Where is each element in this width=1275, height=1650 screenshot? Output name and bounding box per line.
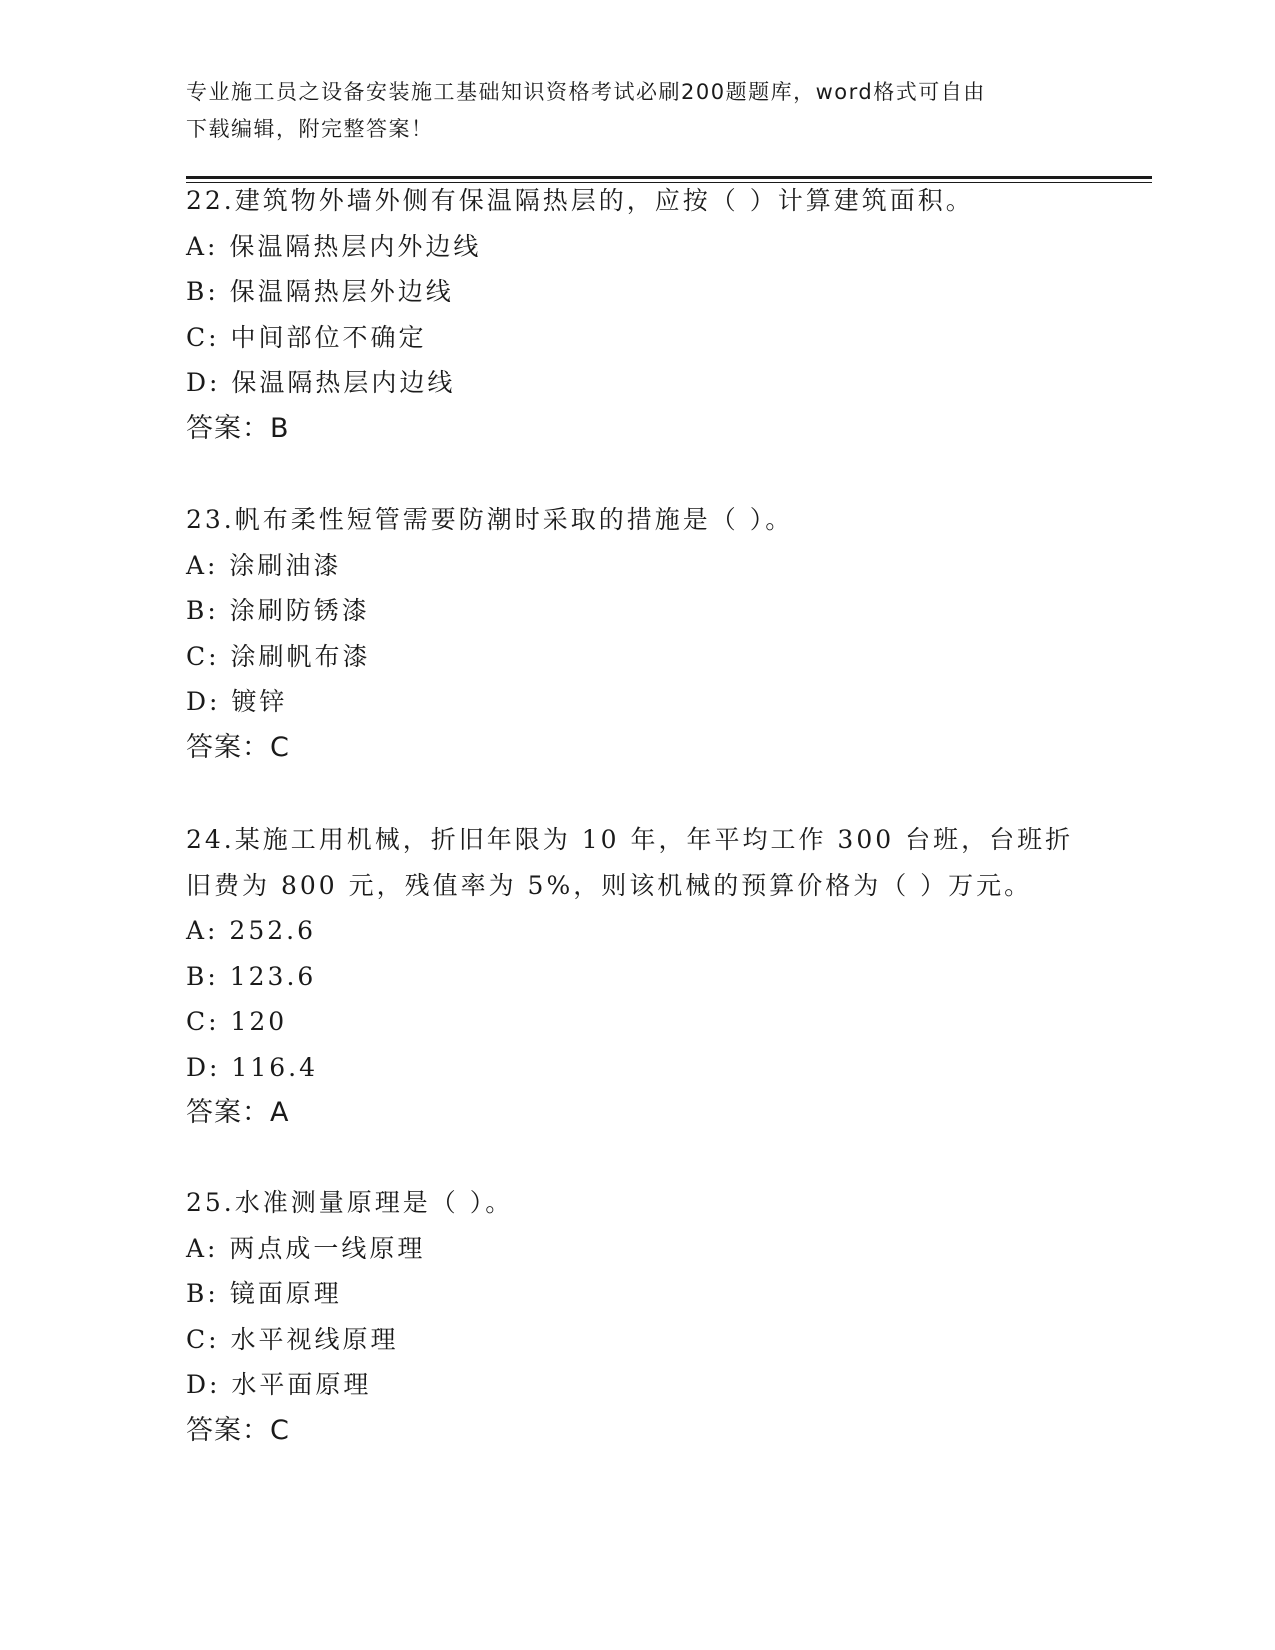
question-22 [186, 178, 1086, 451]
option-b: B: 123.6 [186, 961, 317, 991]
question-stem-line-1: 24.某施工用机械，折旧年限为 10 年，年平均工作 300 台班，台班折 [186, 825, 1074, 854]
question-stem: 25.水准测量原理是（ ）。 [186, 1188, 514, 1217]
question-stem-line-2: 旧费为 800 元，残值率为 5%，则该机械的预算价格为（ ）万元。 [186, 870, 1033, 900]
option-b: B: 涂刷防锈漆 [186, 596, 370, 625]
header-title-line-2: 下载编辑，附完整答案！ [186, 117, 434, 141]
option-d: D: 镀锌 [186, 687, 288, 716]
question-stem: 23.帆布柔性短管需要防潮时采取的措施是（ ）。 [186, 505, 794, 534]
option-b: B: 保温隔热层外边线 [186, 277, 454, 306]
option-c: C: 水平视线原理 [186, 1324, 399, 1354]
option-b: B: 镜面原理 [186, 1279, 342, 1308]
header-title-line-1: 专业施工员之设备安装施工基础知识资格考试必刷200题题库，word格式可自由 [186, 80, 986, 104]
option-d: D: 116.4 [186, 1052, 318, 1082]
option-c: C: 中间部位不确定 [186, 322, 427, 352]
answer-label: 答案：B [186, 412, 290, 444]
answer-label: 答案：A [186, 1097, 290, 1128]
option-a: A: 保温隔热层内外边线 [186, 231, 482, 261]
question-23 [186, 497, 1086, 770]
option-c: C: 120 [186, 1007, 288, 1036]
option-c: C: 涂刷帆布漆 [186, 641, 371, 671]
question-24 [186, 817, 1086, 1136]
option-a: A: 涂刷油漆 [186, 550, 342, 580]
option-a: A: 两点成一线原理 [186, 1233, 426, 1263]
option-d: D: 水平面原理 [186, 1370, 372, 1399]
option-d: D: 保温隔热层内边线 [186, 368, 456, 397]
answer-label: 答案：C [186, 731, 290, 763]
option-a: A: 252.6 [186, 916, 316, 945]
answer-label: 答案：C [186, 1414, 290, 1446]
document-header [186, 74, 1086, 148]
question-25 [186, 1180, 1086, 1453]
question-stem: 22.建筑物外墙外侧有保温隔热层的，应按（ ）计算建筑面积。 [186, 186, 974, 215]
